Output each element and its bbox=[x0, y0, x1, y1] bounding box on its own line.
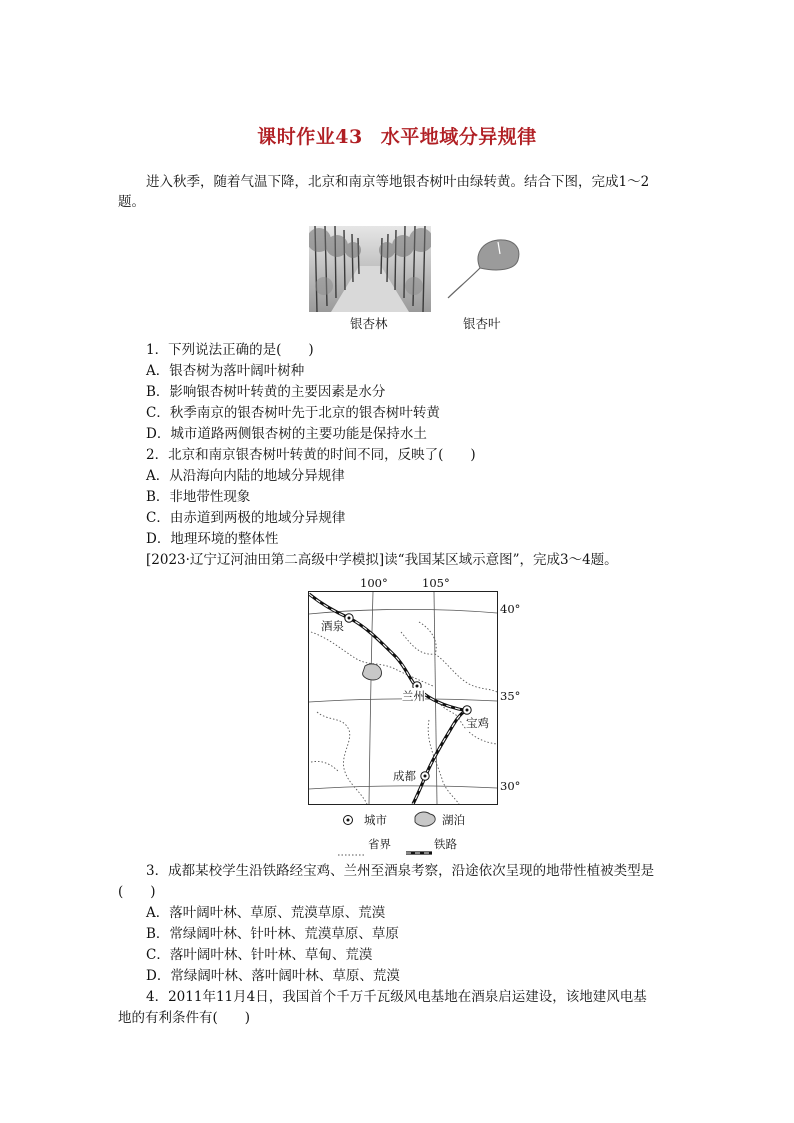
q3-stem-line-1: 3．成都某校学生沿铁路经宝鸡、兰州至酒泉考察，沿途依次呈现的地带性植被类型是 bbox=[146, 863, 655, 879]
lat-label-30: 30° bbox=[500, 779, 521, 793]
legend-railway-label: 铁路 bbox=[434, 837, 457, 851]
q2-option-b: B．非地带性现象 bbox=[146, 489, 251, 505]
source-line: [2023·辽宁辽河油田第二高级中学模拟]读“我国某区域示意图”，完成3～4题。 bbox=[146, 552, 618, 568]
legend-city-label: 城市 bbox=[364, 813, 387, 827]
q1-option-c: C．秋季南京的银杏树叶先于北京的银杏树叶转黄 bbox=[146, 405, 440, 421]
city-label-lanzhou: 兰州 bbox=[402, 689, 425, 703]
city-label-jiuquan: 酒泉 bbox=[321, 619, 344, 633]
caption-forest: 银杏林 bbox=[350, 316, 388, 331]
legend-lake-icon bbox=[412, 809, 438, 829]
q2-option-d: D．地理环境的整体性 bbox=[146, 531, 279, 547]
q3-option-a: A．落叶阔叶林、草原、荒漠草原、荒漠 bbox=[146, 905, 386, 921]
lon-label-100: 100° bbox=[360, 576, 388, 590]
lat-label-40: 40° bbox=[500, 602, 521, 616]
q3-stem-line-2: ( ) bbox=[118, 884, 156, 900]
legend-railway-icon bbox=[406, 842, 432, 850]
ginkgo-leaf-image bbox=[446, 238, 524, 302]
q4-stem-line-1: 4．2011年11月4日，我国首个千万千瓦级风电基地在酒泉启运建设，该地建风电基 bbox=[146, 989, 647, 1005]
q1-option-d: D．城市道路两侧银杏树的主要功能是保持水土 bbox=[146, 426, 427, 442]
title-number: 课时作业43 bbox=[257, 126, 363, 148]
lat-label-35: 35° bbox=[500, 689, 521, 703]
q2-stem: 2．北京和南京银杏树叶转黄的时间不同，反映了( ) bbox=[146, 447, 476, 463]
legend-city-icon bbox=[341, 812, 355, 826]
page-title bbox=[0, 122, 794, 149]
lon-label-105: 105° bbox=[422, 576, 450, 590]
city-label-chengdu: 成都 bbox=[393, 769, 416, 783]
q2-option-c: C．由赤道到两极的地域分异规律 bbox=[146, 510, 346, 526]
q3-option-c: C．落叶阔叶林、针叶林、草甸、荒漠 bbox=[146, 947, 373, 963]
q3-option-b: B．常绿阔叶林、针叶林、荒漠草原、草原 bbox=[146, 926, 399, 942]
legend-lake-label: 湖泊 bbox=[442, 813, 465, 827]
q1-option-a: A．银杏树为落叶阔叶树种 bbox=[146, 363, 305, 379]
q1-stem: 1．下列说法正确的是( ) bbox=[146, 342, 314, 358]
title-topic: 水平地域分异规律 bbox=[380, 126, 537, 148]
q2-option-a: A．从沿海向内陆的地域分异规律 bbox=[146, 468, 345, 484]
q1-option-b: B．影响银杏树叶转黄的主要因素是水分 bbox=[146, 384, 386, 400]
ginkgo-forest-photo bbox=[309, 226, 431, 312]
legend-boundary-label: 省界 bbox=[368, 837, 391, 851]
intro-line-1: 进入秋季，随着气温下降，北京和南京等地银杏树叶由绿转黄。结合下图，完成1～2 bbox=[146, 174, 650, 190]
legend-boundary-icon bbox=[338, 843, 366, 849]
intro-line-2: 题。 bbox=[118, 194, 145, 210]
q4-stem-line-2: 地的有利条件有( ) bbox=[118, 1010, 251, 1026]
q3-option-d: D．常绿阔叶林、落叶阔叶林、草原、荒漠 bbox=[146, 968, 400, 984]
caption-leaf: 银杏叶 bbox=[463, 316, 501, 331]
lake-qinghai bbox=[363, 664, 382, 680]
city-label-baoji: 宝鸡 bbox=[466, 716, 489, 730]
